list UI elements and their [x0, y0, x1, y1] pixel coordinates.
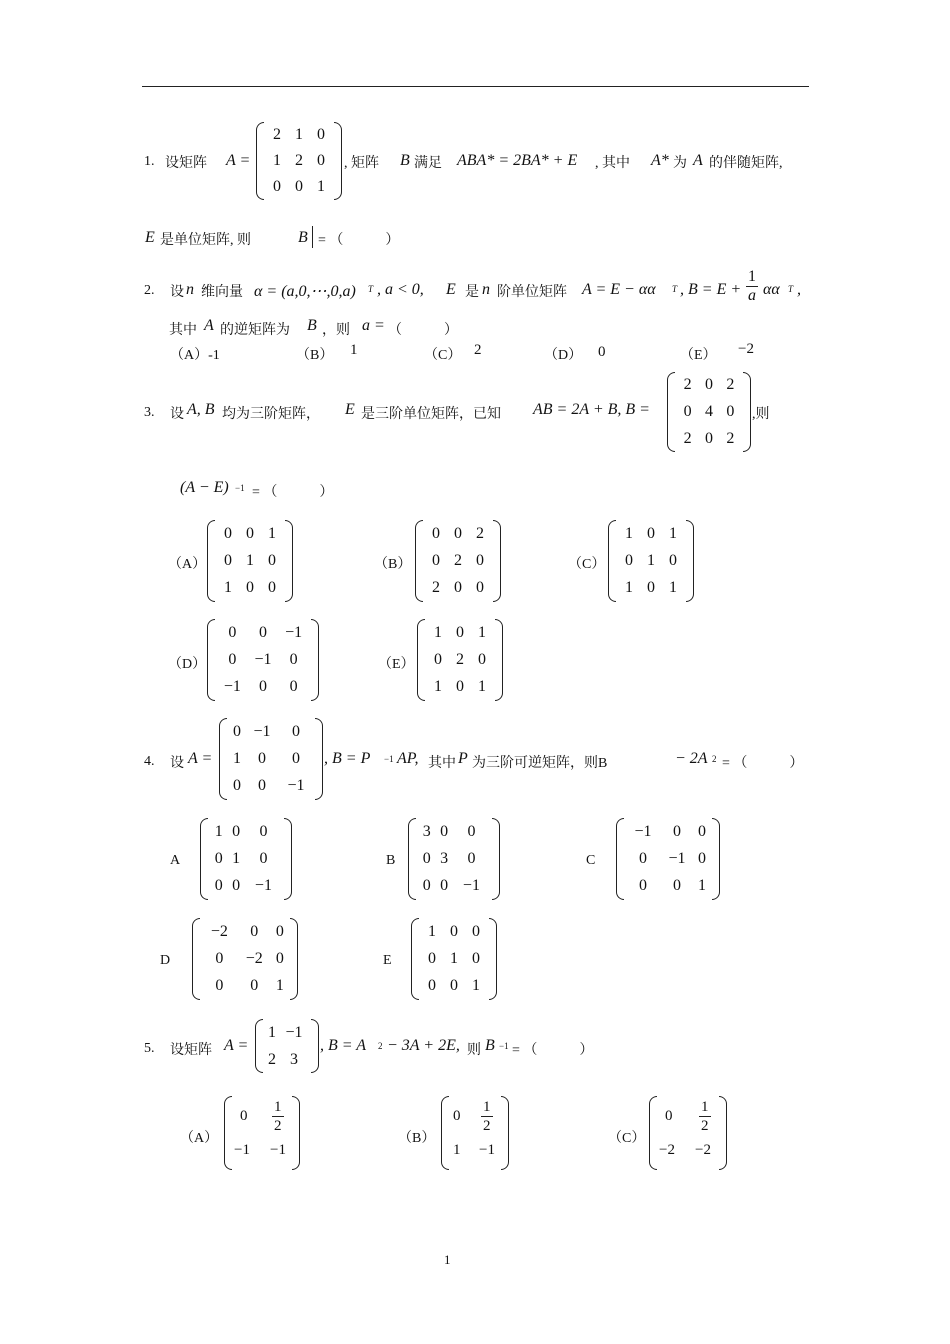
q1-matrix-a — [256, 122, 342, 200]
q2-n: n — [186, 281, 194, 298]
q2-text-7: , — [797, 281, 801, 298]
matrix-cell: 0 — [258, 678, 267, 696]
matrix-row — [418, 845, 490, 872]
q2-line2-b: 的逆矩阵为 — [220, 323, 290, 338]
matrix-cell: 1 — [669, 524, 677, 542]
q2-text-1: 维向量 — [201, 285, 243, 300]
matrix-cell: 0 — [273, 178, 281, 195]
q3-option-c-matrix — [608, 520, 694, 602]
header-rule — [142, 86, 809, 87]
matrix-cell: 0 — [647, 524, 655, 542]
matrix-cell: 0 — [704, 376, 713, 394]
matrix-cell: 1 — [450, 949, 458, 967]
matrix-cell: 0 — [456, 678, 464, 696]
q4-p: P — [458, 750, 468, 767]
matrix-cell: −1 — [668, 849, 686, 867]
q3-label-b: （B） — [374, 557, 412, 572]
matrix-row — [210, 873, 282, 900]
matrix-row — [626, 845, 710, 872]
q2-option-d-value: 0 — [598, 344, 606, 360]
q2-text-4: 阶单位矩阵 — [497, 285, 567, 300]
matrix-row — [418, 873, 490, 900]
q3-text-1: 均为三阶矩阵， — [222, 407, 320, 422]
q4-option-d-matrix — [192, 918, 298, 1000]
matrix-cell: 0 — [434, 650, 442, 668]
matrix-cell: 0 — [454, 524, 462, 542]
matrix-row — [202, 973, 288, 1000]
matrix-cell: 1 — [625, 579, 633, 597]
matrix-row — [626, 818, 710, 845]
q3-e: E — [345, 401, 355, 418]
matrix-row — [427, 619, 493, 646]
q1-number: 1. — [144, 154, 155, 169]
matrix-cell: 0 — [422, 877, 431, 895]
matrix-cell: −1 — [254, 650, 272, 668]
matrix-cell: 0 — [228, 623, 237, 641]
q5-binv: B — [485, 1037, 495, 1054]
q3-option-a-matrix — [207, 520, 293, 602]
q5-text-2: − 3A + 2E, — [387, 1037, 460, 1054]
q1-text-3: , 其中 — [595, 156, 630, 171]
q5-label-b: （B） — [398, 1131, 436, 1146]
q3-lead: 设 — [170, 407, 184, 422]
q2-option-e-label: （E） — [680, 348, 717, 363]
q4-text-3: 其中 — [428, 756, 456, 771]
matrix-cell: 2 — [683, 376, 692, 394]
matrix-row — [229, 718, 313, 745]
matrix-cell: 3 — [290, 1050, 299, 1068]
matrix-cell: 0 — [257, 777, 266, 795]
matrix-cell: −1 — [462, 877, 480, 895]
matrix-cell: 0 — [639, 849, 647, 867]
matrix-cell: 0 — [726, 402, 735, 420]
matrix-row — [425, 547, 491, 574]
matrix-cell: 0 — [214, 877, 223, 895]
q4-matrix-a — [219, 718, 323, 800]
matrix-cell: 0 — [450, 977, 458, 995]
matrix-cell: 0 — [639, 877, 647, 895]
q2-option-c-value: 2 — [474, 342, 482, 358]
matrix-row — [677, 399, 741, 426]
q2-lead: 设 — [170, 285, 184, 300]
q1-line2-e: E — [145, 229, 155, 246]
matrix-row — [677, 425, 741, 452]
q4-option-b-matrix — [408, 818, 500, 900]
matrix-cell: 1 — [268, 1023, 277, 1041]
q1-equation: ABA* = 2BA* + E — [457, 152, 578, 169]
q5-option-c-matrix: 0 $\frac{1}{2}$ −2 −2 — [649, 1096, 727, 1170]
q2-a-eq: A = E − αα — [582, 281, 656, 298]
q1-b: B — [400, 152, 410, 169]
matrix-cell: 2 — [273, 126, 281, 143]
matrix-row — [229, 773, 313, 800]
matrix-cell: 2 — [454, 551, 462, 569]
q2-frac-num: 1 — [748, 268, 756, 285]
matrix-row — [266, 174, 332, 200]
matrix-row — [427, 646, 493, 673]
matrix-cell: 0 — [232, 822, 241, 840]
q2-transpose-3: T — [788, 284, 794, 294]
matrix-row — [421, 918, 487, 945]
matrix-row — [618, 547, 684, 574]
matrix-row — [229, 745, 313, 772]
q2-alpha: α = (a,0,⋯,0,a) — [254, 283, 356, 300]
matrix-cell: 0 — [698, 822, 706, 840]
matrix-cell: 0 — [295, 178, 303, 195]
matrix-row — [618, 575, 684, 602]
q4-label-b: B — [386, 853, 396, 868]
matrix-cell: 1 — [472, 977, 480, 995]
matrix-cell: −1 — [253, 722, 271, 740]
matrix-cell: 0 — [422, 849, 431, 867]
matrix-cell: −1 — [287, 777, 305, 795]
matrix-cell: 0 — [476, 579, 484, 597]
matrix-cell: −1 — [254, 877, 272, 895]
matrix-cell: 1 — [273, 152, 281, 169]
matrix-cell: 2 — [683, 429, 692, 447]
q4-option-e-matrix — [411, 918, 497, 1000]
matrix-cell: 0 — [317, 152, 325, 169]
matrix-cell: 0 — [275, 922, 284, 940]
matrix-cell: 1 — [232, 749, 241, 767]
matrix-cell: 0 — [250, 922, 259, 940]
q1-text-5: 的伴随矩阵, — [709, 156, 783, 171]
matrix-cell: 0 — [232, 722, 241, 740]
q2-line2-A: A — [204, 317, 214, 334]
q5-number: 5. — [144, 1041, 155, 1056]
q5-text-1: , B = A — [320, 1037, 367, 1054]
q2-transpose-1: T — [368, 284, 374, 294]
q2-line2-d: （ ） — [388, 323, 458, 338]
q3-ask: (A − E) — [180, 479, 229, 496]
matrix-cell: 0 — [259, 849, 268, 867]
matrix-row — [202, 945, 288, 972]
matrix-cell: 2 — [432, 579, 440, 597]
q3-label-a: （A） — [168, 557, 207, 572]
matrix-cell: 0 — [669, 551, 677, 569]
q2-text-5: , B = E + — [680, 281, 742, 298]
matrix-cell: 1 — [647, 551, 655, 569]
q4-option-a-matrix — [200, 818, 292, 900]
matrix-row — [210, 818, 282, 845]
matrix-cell: 1 — [232, 849, 241, 867]
q1-line2-b: B — [298, 229, 308, 246]
q4-sup-1: −1 — [384, 754, 394, 764]
matrix-cell: 0 — [704, 429, 713, 447]
q1-a-eq: A = — [226, 152, 251, 169]
matrix-cell: 0 — [673, 822, 681, 840]
matrix-cell: 0 — [478, 650, 486, 668]
matrix-cell: 1 — [224, 579, 232, 597]
matrix-cell: 0 — [224, 524, 232, 542]
q5-option-b-matrix: 0 $\frac{1}{2}$ 1 −1 — [441, 1096, 509, 1170]
q3-matrix-b — [667, 372, 751, 452]
q1-a2: A — [693, 152, 703, 169]
matrix-cell: 0 — [467, 822, 476, 840]
matrix-row — [217, 575, 283, 602]
q1-det-bar — [312, 226, 313, 248]
q3-ask-sup: −1 — [235, 483, 245, 493]
q2-e: E — [446, 281, 456, 298]
matrix-row — [265, 1046, 309, 1073]
matrix-cell: 1 — [478, 623, 486, 641]
matrix-cell: 0 — [289, 678, 298, 696]
matrix-cell: 2 — [456, 650, 464, 668]
matrix-row — [618, 520, 684, 547]
matrix-cell: 0 — [232, 777, 241, 795]
matrix-cell: 0 — [472, 949, 480, 967]
matrix-cell: 1 — [698, 877, 706, 895]
q5-text-4: = （ ） — [512, 1043, 594, 1058]
matrix-cell: 0 — [450, 922, 458, 940]
matrix-row — [266, 122, 332, 148]
matrix-cell: −1 — [285, 1023, 303, 1041]
q1-text-4: 为 — [673, 156, 687, 171]
matrix-cell: 4 — [704, 402, 713, 420]
matrix-cell: 0 — [317, 126, 325, 143]
matrix-row — [421, 973, 487, 1000]
matrix-row — [217, 674, 309, 701]
matrix-cell: 0 — [291, 722, 300, 740]
matrix-cell: 0 — [259, 822, 268, 840]
q4-number: 4. — [144, 754, 155, 769]
matrix-cell: 0 — [625, 551, 633, 569]
q4-lead: 设 — [170, 756, 184, 771]
matrix-cell: −1 — [634, 822, 652, 840]
q4-option-c-matrix — [616, 818, 720, 900]
matrix-cell: 0 — [440, 877, 449, 895]
q5-label-a: （A） — [180, 1131, 219, 1146]
matrix-row — [421, 945, 487, 972]
matrix-cell: 1 — [246, 551, 254, 569]
matrix-cell: 1 — [625, 524, 633, 542]
q2-line2-aeq: a = — [362, 317, 385, 334]
matrix-cell: 2 — [476, 524, 484, 542]
q3-ask-tail: = （ ） — [252, 485, 334, 500]
q4-a-eq: A = — [188, 750, 213, 767]
matrix-cell: 0 — [428, 949, 436, 967]
q3-option-e-matrix — [417, 619, 503, 701]
matrix-cell: 1 — [434, 678, 442, 696]
matrix-cell: 1 — [317, 178, 325, 195]
matrix-row — [217, 646, 309, 673]
matrix-cell: 0 — [476, 551, 484, 569]
matrix-cell: 0 — [246, 579, 254, 597]
q2-option-c-label: （C） — [424, 348, 462, 363]
matrix-cell: 0 — [647, 579, 655, 597]
matrix-cell: 0 — [232, 877, 241, 895]
q5-label-c: （C） — [608, 1131, 646, 1146]
q5-sup-1: 2 — [378, 1041, 383, 1051]
matrix-cell: 0 — [268, 551, 276, 569]
matrix-cell: 0 — [454, 579, 462, 597]
q4-text-2: AP, — [397, 750, 419, 767]
matrix-cell: 3 — [440, 849, 449, 867]
matrix-cell: 0 — [258, 623, 267, 641]
q2-option-b-label: （B） — [296, 348, 334, 363]
matrix-cell: −1 — [285, 623, 303, 641]
matrix-cell: 0 — [683, 402, 692, 420]
matrix-cell: −2 — [210, 922, 228, 940]
q2-n2: n — [482, 281, 490, 298]
q1-text-1: , 矩阵 — [344, 156, 379, 171]
q3-equation: AB = 2A + B, B = — [533, 401, 650, 418]
matrix-row — [626, 873, 710, 900]
q4-text-5: − 2A — [675, 750, 708, 767]
matrix-cell: 1 — [434, 623, 442, 641]
matrix-row — [217, 619, 309, 646]
matrix-row — [425, 520, 491, 547]
q4-text-4: 为三阶可逆矩阵，则B — [472, 756, 608, 771]
matrix-cell: 1 — [268, 524, 276, 542]
matrix-cell: 0 — [224, 551, 232, 569]
q2-option-a: （A）-1 — [170, 348, 220, 363]
matrix-cell: 1 — [214, 822, 223, 840]
matrix-cell: 2 — [726, 429, 735, 447]
q2-fraction — [746, 268, 758, 305]
matrix-row — [427, 674, 493, 701]
matrix-row — [210, 845, 282, 872]
q4-text-6: = （ ） — [722, 756, 804, 771]
matrix-cell: 0 — [467, 849, 476, 867]
matrix-cell: 2 — [726, 376, 735, 394]
q5-matrix-a — [255, 1019, 319, 1073]
q4-label-c: C — [586, 853, 596, 868]
q2-text-3: 是 — [465, 285, 479, 300]
matrix-row — [266, 148, 332, 174]
matrix-cell: 1 — [295, 126, 303, 143]
q1-line2-text: 是单位矩阵, 则 — [160, 233, 251, 248]
q2-text-2: , a < 0, — [377, 281, 424, 298]
matrix-cell: 0 — [228, 650, 237, 668]
q2-transpose-2: T — [672, 284, 678, 294]
matrix-cell: 0 — [472, 922, 480, 940]
matrix-row — [217, 520, 283, 547]
matrix-row — [217, 547, 283, 574]
q3-label-e: （E） — [378, 657, 415, 672]
q4-label-d: D — [160, 953, 171, 968]
q2-option-b-value: 1 — [350, 342, 358, 358]
matrix-cell: −1 — [223, 678, 241, 696]
matrix-cell: 0 — [456, 623, 464, 641]
q5-lead: 设矩阵 — [170, 1043, 212, 1058]
page-number: 1 — [444, 1252, 451, 1267]
q4-sup-2: 2 — [712, 754, 717, 764]
matrix-cell: 0 — [250, 977, 259, 995]
matrix-cell: 0 — [289, 650, 298, 668]
q1-lead: 设矩阵 — [165, 156, 207, 171]
matrix-cell: 0 — [246, 524, 254, 542]
matrix-row — [265, 1019, 309, 1046]
q3-option-b-matrix — [415, 520, 501, 602]
q4-label-e: E — [383, 953, 392, 968]
q1-line2-tail: = （ ） — [318, 233, 400, 248]
matrix-cell: 0 — [275, 949, 284, 967]
matrix-cell: −2 — [245, 949, 263, 967]
q5-text-3: 则 — [467, 1043, 481, 1058]
matrix-cell: 3 — [422, 822, 431, 840]
q2-frac-den: a — [748, 287, 756, 304]
q3-number: 3. — [144, 405, 155, 420]
matrix-cell: 0 — [214, 849, 223, 867]
q2-text-6: αα — [763, 281, 780, 298]
matrix-cell: 0 — [698, 849, 706, 867]
matrix-cell: 0 — [268, 579, 276, 597]
q1-text-2: 满足 — [414, 156, 442, 171]
matrix-row — [202, 918, 288, 945]
matrix-row — [425, 575, 491, 602]
q4-label-a: A — [170, 853, 181, 868]
q4-text-1: , B = P — [324, 750, 371, 767]
q5-a-eq: A = — [224, 1037, 249, 1054]
matrix-row — [418, 818, 490, 845]
matrix-cell: 1 — [478, 678, 486, 696]
q5-option-a-matrix: 0 $\frac{1}{2}$ −1 −1 — [224, 1096, 300, 1170]
q3-ab: A, B — [187, 401, 215, 418]
q3-label-c: （C） — [568, 557, 606, 572]
q2-line2-c: ，则 — [322, 323, 350, 338]
matrix-cell: 1 — [669, 579, 677, 597]
matrix-cell: 0 — [428, 977, 436, 995]
q2-option-e-value: −2 — [738, 341, 754, 357]
q3-tail: ,则 — [752, 407, 770, 422]
q2-line2-B: B — [307, 317, 317, 334]
matrix-cell: 0 — [291, 749, 300, 767]
q2-number: 2. — [144, 283, 155, 298]
matrix-cell: 1 — [428, 922, 436, 940]
matrix-cell: 0 — [215, 949, 224, 967]
matrix-cell: 0 — [257, 749, 266, 767]
matrix-cell: 0 — [432, 524, 440, 542]
q3-option-d-matrix — [207, 619, 319, 701]
q5-sup-2: −1 — [499, 1041, 509, 1051]
matrix-cell: 0 — [215, 977, 224, 995]
matrix-cell: 0 — [440, 822, 449, 840]
q1-astar: A* — [651, 152, 669, 169]
q2-line2-a: 其中 — [169, 323, 197, 338]
matrix-cell: 1 — [275, 977, 284, 995]
q3-label-d: （D） — [168, 657, 207, 672]
q2-option-d-label: （D） — [544, 348, 583, 363]
matrix-row — [677, 372, 741, 399]
q3-text-2: 是三阶单位矩阵，已知 — [361, 407, 501, 422]
matrix-cell: 0 — [673, 877, 681, 895]
matrix-cell: 2 — [295, 152, 303, 169]
matrix-cell: 0 — [432, 551, 440, 569]
matrix-cell: 2 — [268, 1050, 277, 1068]
